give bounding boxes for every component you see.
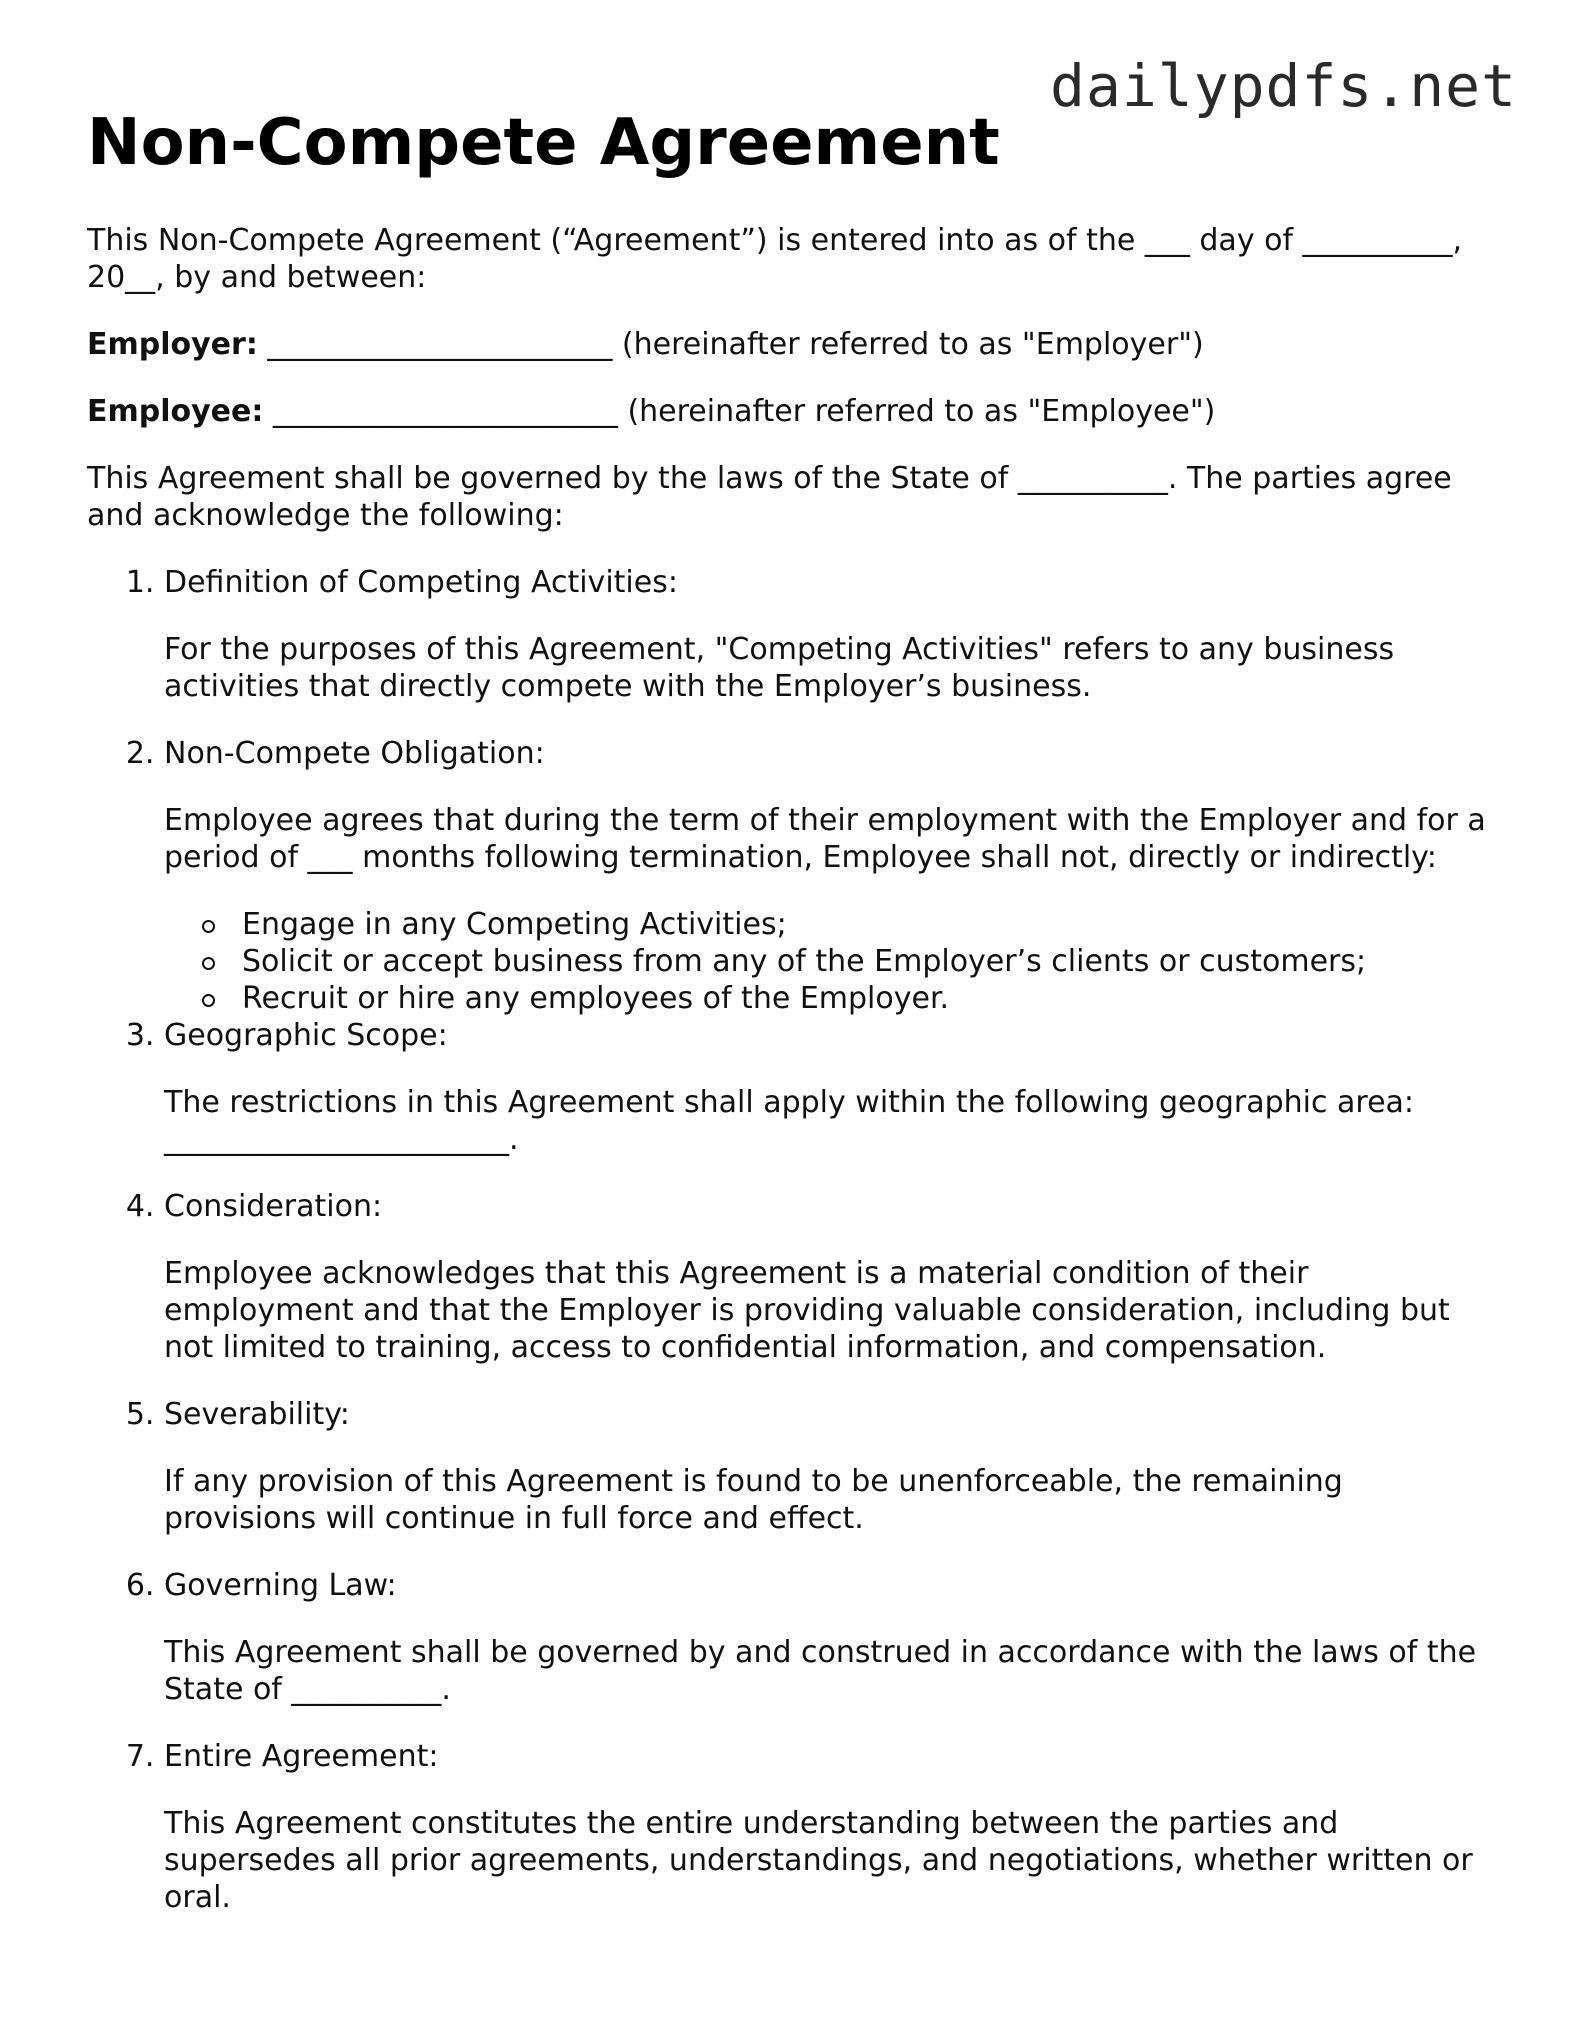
section-item (164, 1017, 1497, 1158)
bullet-item: Recruit or hire any employees of the Employer. (202, 980, 1497, 1017)
section-body: Employee agrees that during the term of their employment with the Employer and for a period of ___ months following termination, Employee shall not, directly or indirectly: (164, 802, 1486, 875)
employer-text: _______________________ (hereinafter referred to as "Employer") (257, 326, 1204, 362)
section-body: This Agreement constitutes the entire understanding between the parties and supersedes all prior agreements, understandings, and negotiations, whether written or oral. (164, 1805, 1473, 1915)
section-item (164, 564, 1497, 705)
section-item (164, 1396, 1497, 1537)
employer-line (87, 326, 1497, 363)
section-item (164, 1188, 1497, 1366)
section-title: 2. Non-Compete Obligation: (164, 735, 545, 771)
intro-paragraph: This Non-Compete Agreement (“Agreement”) is entered into as of the ___ day of __________, 20__, by and between: (87, 222, 1463, 295)
section-item (164, 735, 1497, 1017)
section-body: Employee acknowledges that this Agreement is a material condition of their employment and that the Employer is providing valuable consideration, including but not limited to training, access to confidential information, and compensation. (164, 1255, 1450, 1365)
section-title: 5. Severability: (164, 1396, 350, 1432)
bullet-item: Engage in any Competing Activities; (202, 906, 1497, 943)
section-body: The restrictions in this Agreement shall apply within the following geographic area: _______________________. (164, 1084, 1415, 1157)
employee-line (87, 393, 1497, 430)
section-title: 6. Governing Law: (164, 1567, 397, 1603)
section-item (164, 1738, 1497, 1916)
sections-list (87, 564, 1497, 1916)
section-body: This Agreement shall be governed by and construed in accordance with the laws of the State of __________. (164, 1634, 1477, 1707)
section-title: 1. Definition of Competing Activities: (164, 564, 678, 600)
document-title: Non-Compete Agreement (87, 106, 1000, 180)
bullet-item: Solicit or accept business from any of the Employer’s clients or customers; (202, 943, 1497, 980)
section-title: 7. Entire Agreement: (164, 1738, 439, 1774)
employer-label: Employer: (87, 326, 258, 362)
section-title: 3. Geographic Scope: (164, 1017, 448, 1053)
section-body: If any provision of this Agreement is found to be unenforceable, the remaining provisions will continue in full force and effect. (164, 1463, 1343, 1536)
obligation-bullets (164, 906, 1497, 1017)
section-item (164, 1567, 1497, 1708)
section-body: For the purposes of this Agreement, "Competing Activities" refers to any business activities that directly compete with the Employer’s business. (164, 631, 1395, 704)
governing-intro: This Agreement shall be governed by the laws of the State of __________. The parties agree and acknowledge the following: (87, 460, 1452, 533)
employee-text: _______________________ (hereinafter referred to as "Employee") (263, 393, 1216, 429)
document-page (87, 105, 1497, 1946)
employee-label: Employee: (87, 393, 264, 429)
watermark: dailypdfs.net (1050, 52, 1517, 120)
section-title: 4. Consideration: (164, 1188, 383, 1224)
